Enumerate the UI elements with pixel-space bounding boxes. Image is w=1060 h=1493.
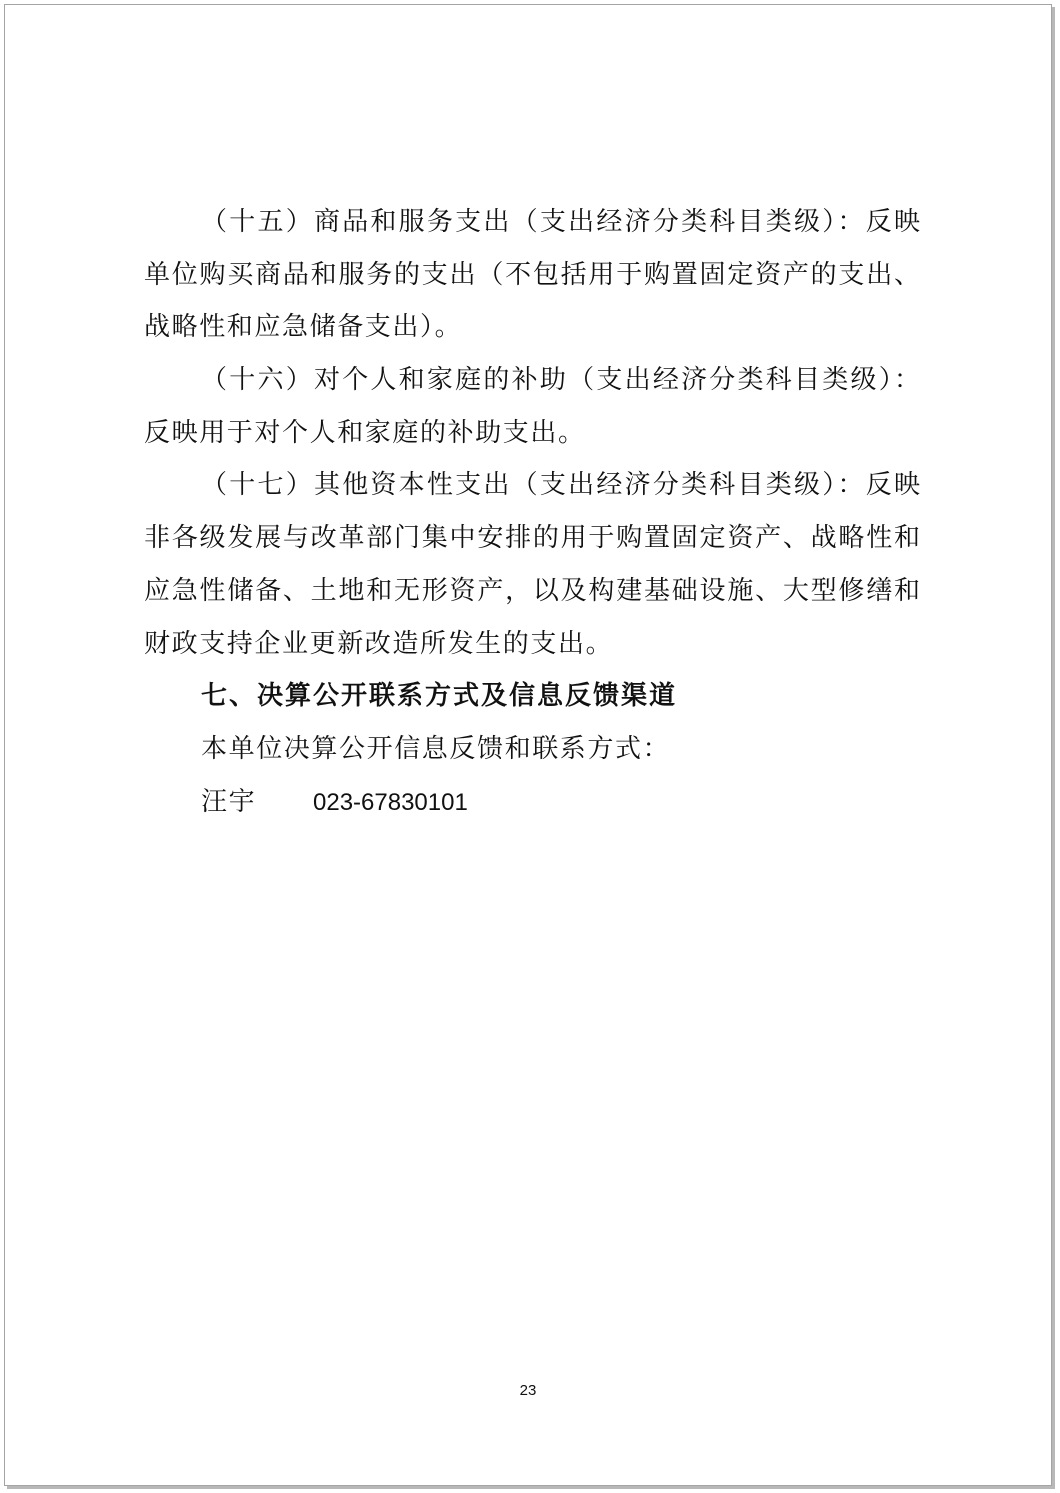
paragraph-line: 非各级发展与改革部门集中安排的用于购置固定资产、战略性和 (144, 523, 920, 554)
paragraph-line: （十七）其他资本性支出（支出经济分类科目类级）：反映 (201, 470, 920, 501)
paragraph-item-15 (144, 196, 920, 354)
paragraph-line: 反映用于对个人和家庭的补助支出。 (144, 417, 586, 448)
paragraph-line: 应急性储备、土地和无形资产，以及构建基础设施、大型修缮和 (144, 575, 920, 606)
contact-line (201, 776, 920, 829)
paragraph-line: （十五）商品和服务支出（支出经济分类科目类级）：反映 (201, 207, 920, 237)
page-number: 23 (519, 1382, 537, 1399)
paragraph-line: （十六）对个人和家庭的补助（支出经济分类科目类级）： (201, 365, 920, 396)
contact-intro: 本单位决算公开信息反馈和联系方式： (201, 733, 671, 764)
paragraph-line: 财政支持企业更新改造所发生的支出。 (144, 628, 614, 659)
contact-name: 汪宇 (201, 786, 257, 817)
paragraph-line: 单位购买商品和服务的支出（不包括用于购置固定资产的支出、 (144, 259, 920, 290)
section-heading: 七、决算公开联系方式及信息反馈渠道 (201, 681, 678, 712)
contact-phone: 023-67830101 (313, 788, 468, 816)
paragraph-item-17 (144, 459, 920, 670)
page-body (144, 196, 920, 828)
paragraph-line: 战略性和应急储备支出）。 (144, 312, 463, 343)
paragraph-item-16 (144, 354, 920, 459)
document-page (4, 4, 1052, 1486)
